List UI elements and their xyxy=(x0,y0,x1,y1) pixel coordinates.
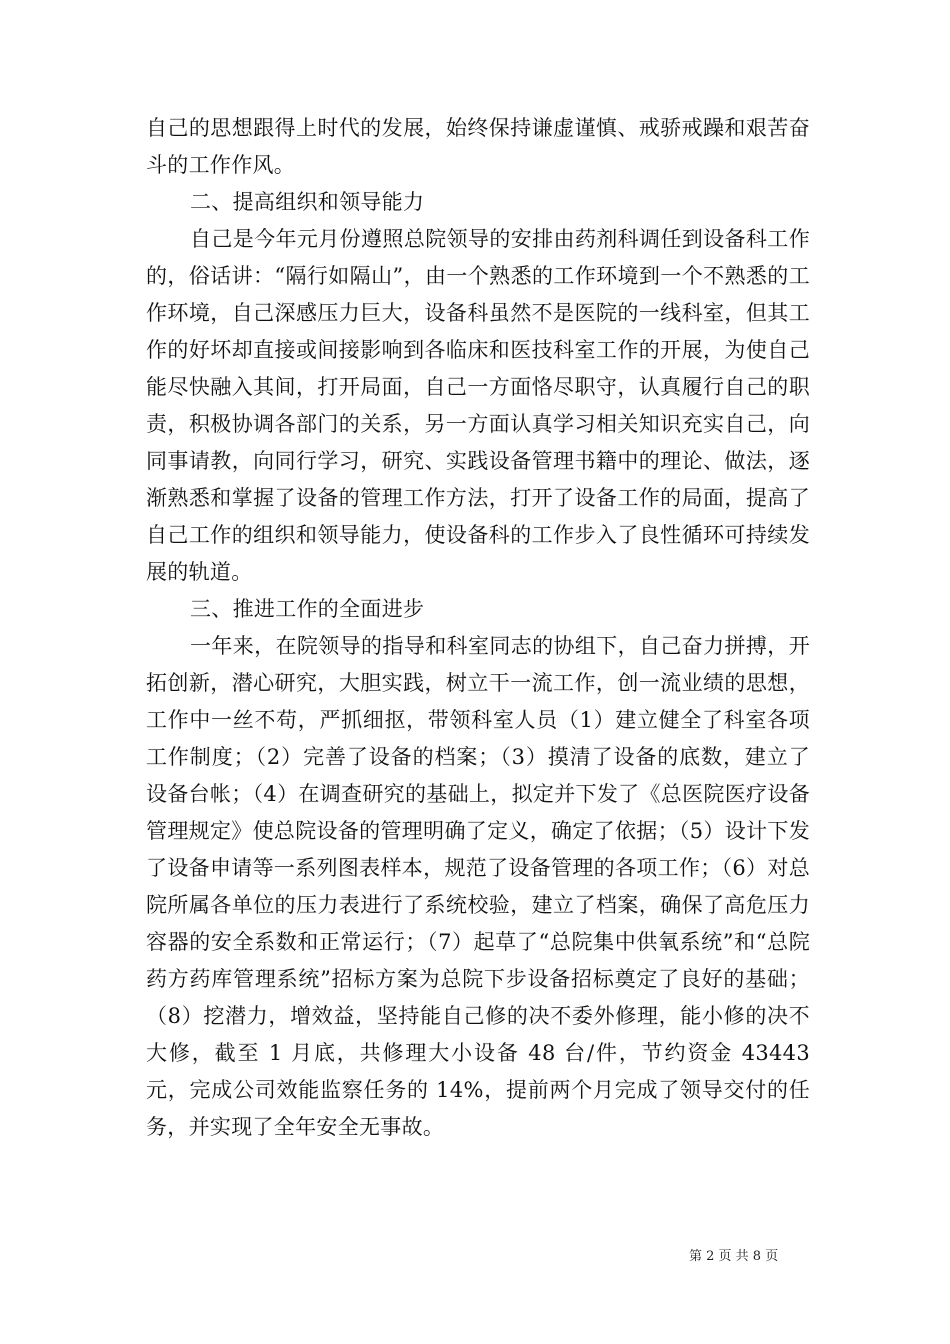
paragraph-progress: 一年来，在院领导的指导和科室同志的协组下，自己奋力拼搏，开拓创新，潜心研究，大胆实践，树立干一流工作，创一流业绩的思想，工作中一丝不苟，严抓细抠，带领科室人员（1）建立健全了科室各项工作制度；（2）完善了设备的档案；（3）摸清了设备的底数，建立了设备台帐；（4）在调查研究的基础上，拟定并下发了《总医院医疗设备管理规定》使总院设备的管理明确了定义，确定了依据；（5）设计下发了设备申请等一系列图表样本，规范了设备管理的各项工作；（6）对总院所属各单位的压力表进行了系统校验，建立了档案，确保了高危压力容器的安全系数和正常运行；（7）起草了“总院集中供氧系统”和“总院药方药库管理系统”招标方案为总院下步设备招标奠定了良好的基础；（8）挖潜力，增效益，坚持能自己修的决不委外修理，能小修的决不大修，截至 1 月底，共修理大小设备 48 台/件，节约资金 43443 元，完成公司效能监察任务的 14%，提前两个月完成了领导交付的任务，并实现了全年安全无事故。 xyxy=(146,634,810,1139)
document-body xyxy=(146,110,810,1146)
page-number-footer: 第 2 页 共 8 页 xyxy=(689,1249,779,1264)
section-heading-2: 二、提高组织和领导能力 xyxy=(190,190,425,214)
paragraph-leadership: 自己是今年元月份遵照总院领导的安排由药剂科调任到设备科工作的，俗话讲：“隔行如隔山”，由一个熟悉的工作环境到一个不熟悉的工作环境，自己深感压力巨大，设备科虽然不是医院的一线科室，但其工作的好坏却直接或间接影响到各临床和医技科室工作的开展，为使自己能尽快融入其间，打开局面，自己一方面恪尽职守，认真履行自己的职责，积极协调各部门的关系，另一方面认真学习相关知识充实自己，向同事请教，向同行学习，研究、实践设备管理书籍中的理论、做法，逐渐熟悉和掌握了设备的管理工作方法，打开了设备工作的局面，提高了自己工作的组织和领导能力，使设备科的工作步入了良性循环可持续发展的轨道。 xyxy=(146,227,810,584)
section-heading-3: 三、推进工作的全面进步 xyxy=(190,597,425,621)
paragraph-continuation: 自己的思想跟得上时代的发展，始终保持谦虚谨慎、戒骄戒躁和艰苦奋斗的工作作风。 xyxy=(146,116,810,177)
